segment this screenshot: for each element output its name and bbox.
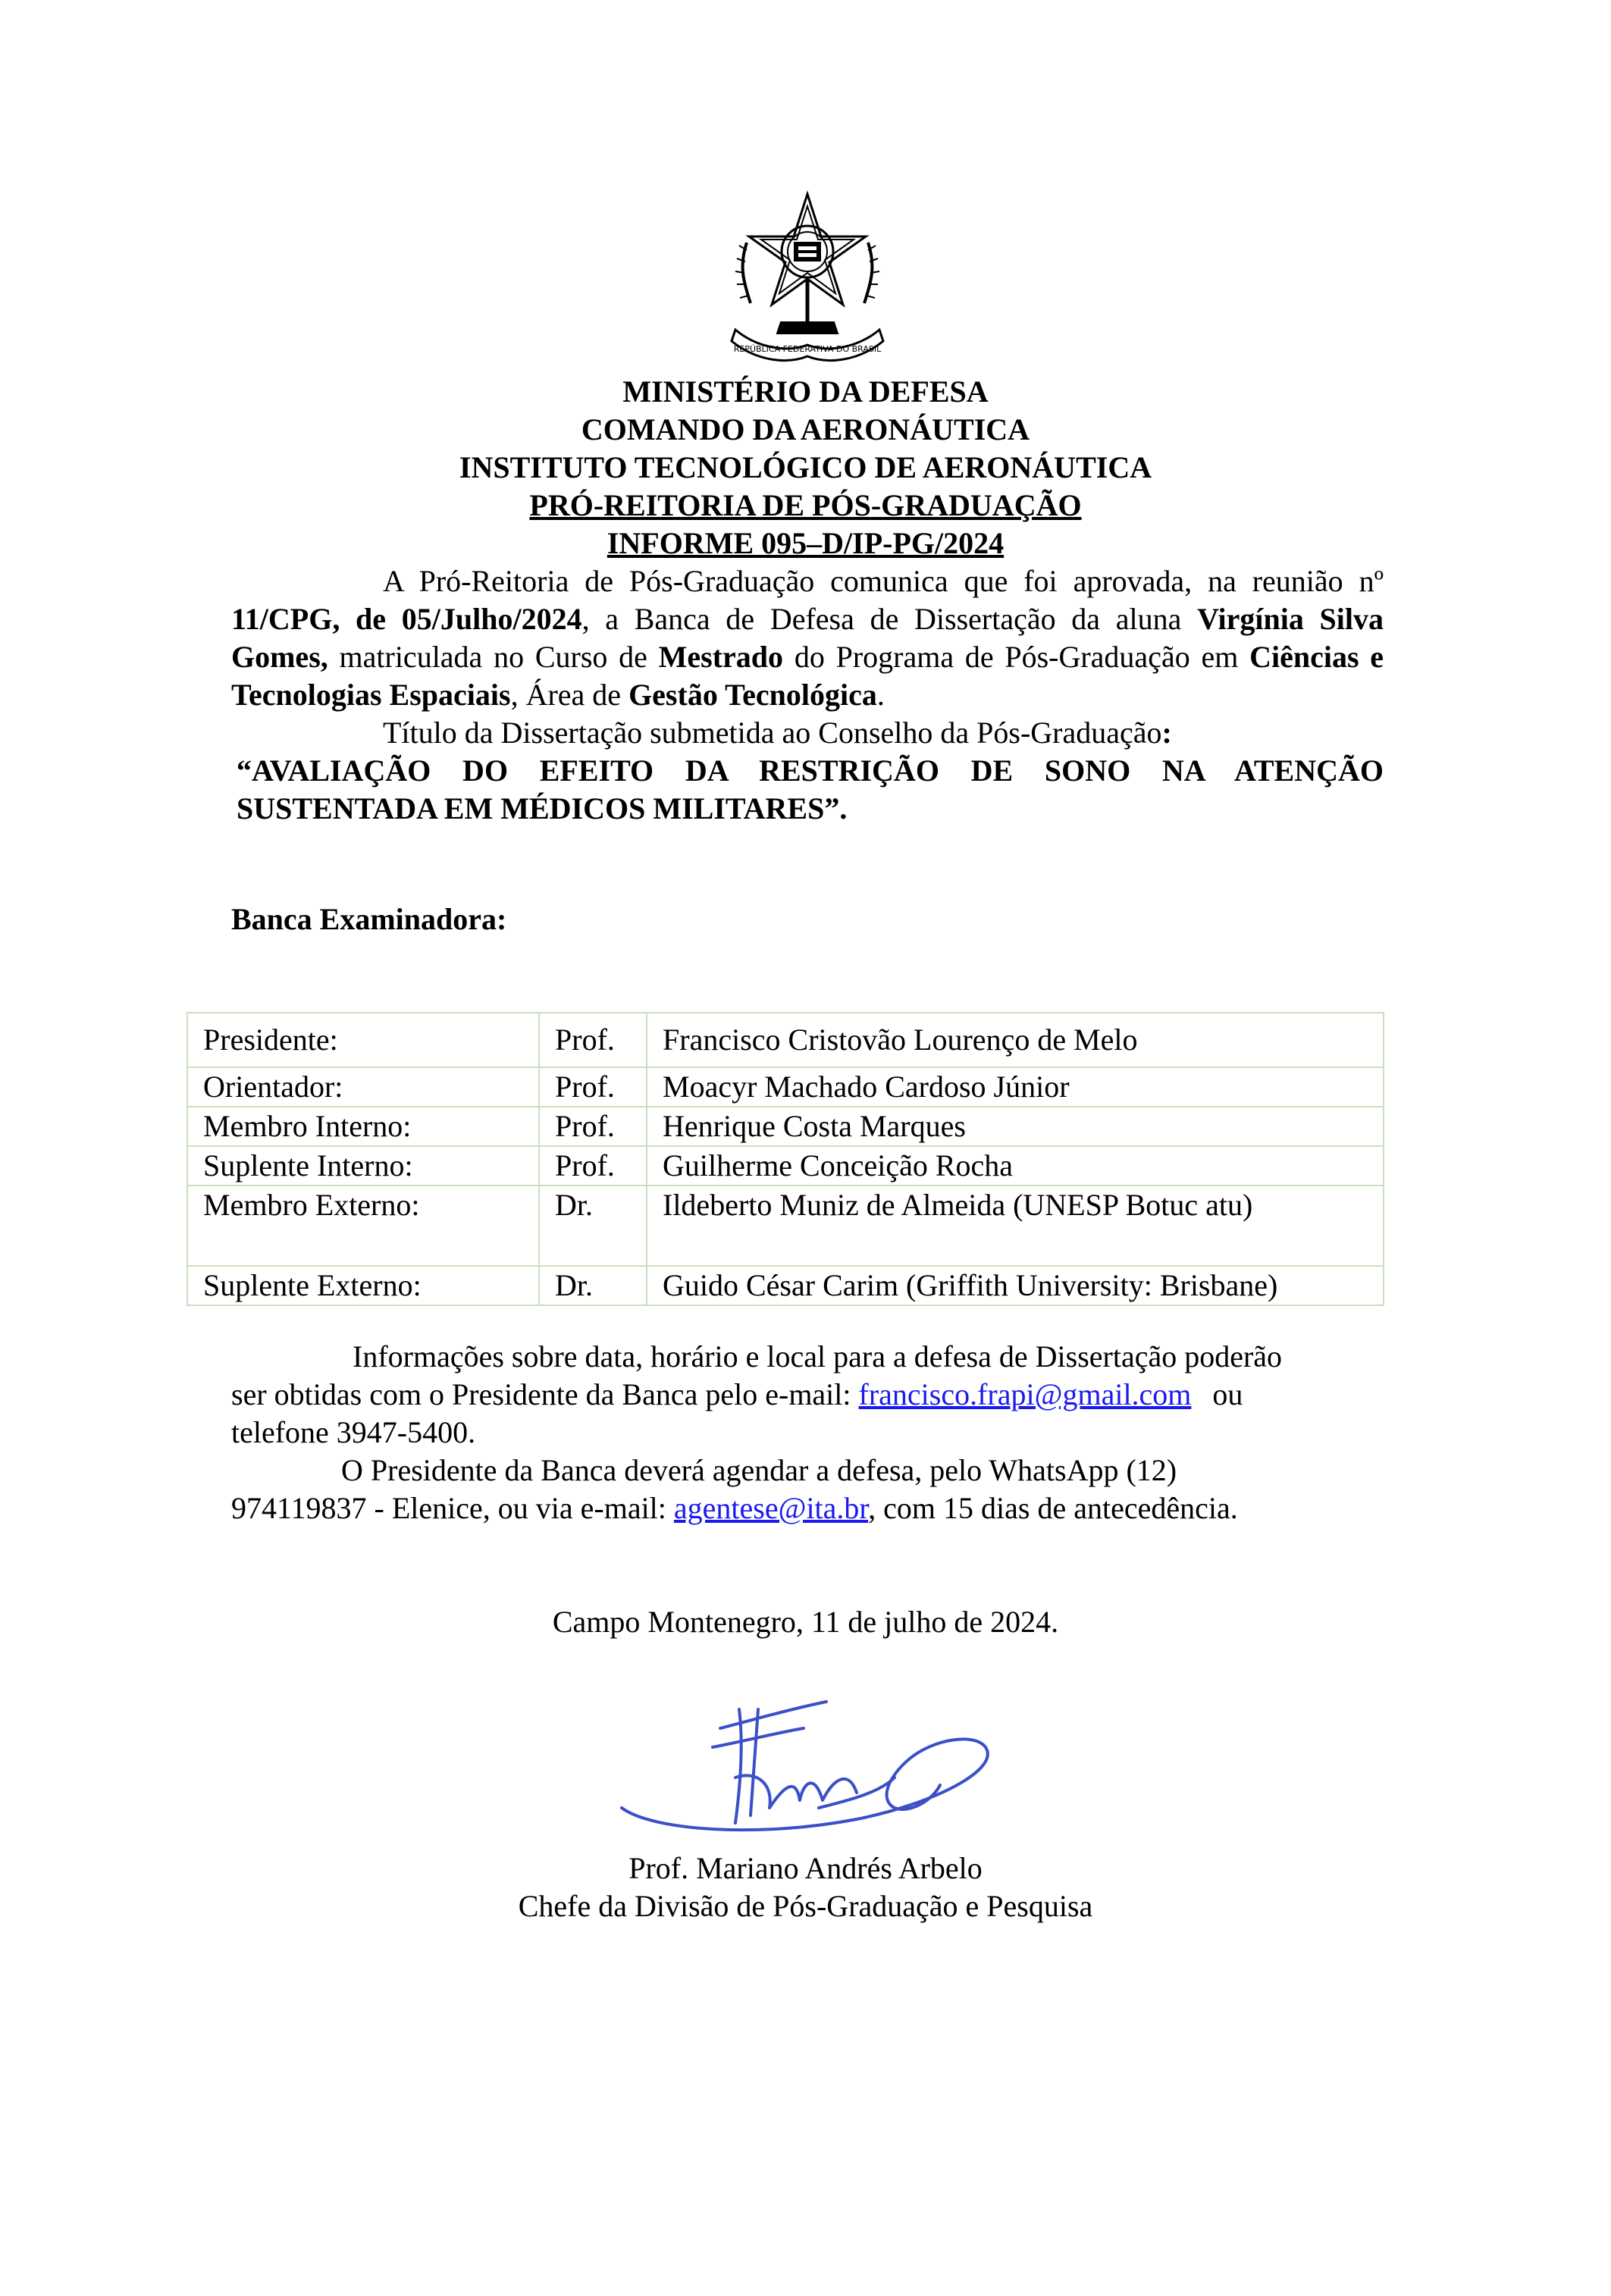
handwritten-signature <box>606 1687 1016 1861</box>
board-name-cell: Francisco Cristovão Lourenço de Melo <box>647 1013 1384 1067</box>
board-row <box>187 1146 1384 1186</box>
board-title-cell: Prof. <box>539 1013 647 1067</box>
signer-position: Chefe da Divisão de Pós-Graduação e Pesquisa <box>518 1889 1093 1923</box>
command-name: COMANDO DA AERONÁUTICA <box>581 412 1030 446</box>
info-line-1: Informações sobre data, horário e local para a defesa de Dissertação poderão <box>353 1339 1283 1374</box>
intro-text-6: . <box>876 678 885 712</box>
thesis-title-colon: : <box>1161 716 1172 750</box>
info-line-2 <box>231 1376 1243 1414</box>
intro-text-4: do Programa de Pós-Graduação em <box>783 640 1250 674</box>
board-title-cell: Prof. <box>539 1146 647 1186</box>
board-name-cell: Guilherme Conceição Rocha <box>647 1146 1384 1186</box>
board-role-cell: Membro Interno: <box>187 1107 539 1146</box>
board-row <box>187 1186 1384 1266</box>
agentese-email-link[interactable]: agentese@ita.br <box>673 1491 869 1525</box>
president-email-link[interactable]: francisco.frapi@gmail.com <box>858 1377 1192 1411</box>
board-title-cell: Prof. <box>539 1107 647 1146</box>
intro-text-5: , Área de <box>510 678 629 712</box>
area-name: Gestão Tecnológica <box>628 678 877 712</box>
info-line-5 <box>231 1489 1238 1527</box>
info-line-3: telefone 3947-5400. <box>231 1415 476 1449</box>
intro-text-3: matriculada no Curso de <box>328 640 659 674</box>
pro-rectory-name: PRÓ-REITORIA DE PÓS-GRADUAÇÃO <box>529 488 1082 522</box>
board-row <box>187 1266 1384 1305</box>
board-role-cell: Membro Externo: <box>187 1186 539 1266</box>
thesis-title-label <box>231 714 1384 752</box>
board-name-cell: Ildeberto Muniz de Almeida (UNESP Botuc atu) <box>647 1186 1384 1266</box>
info-line-5-text: 974119837 - Elenice, ou via e-mail: <box>231 1491 674 1525</box>
thesis-title: “AVALIAÇÃO DO EFEITO DA RESTRIÇÃO DE SONO NA ATENÇÃO SUSTENTADA EM MÉDICOS MILITARES”. <box>237 753 1384 825</box>
info-line-2-or: ou <box>1212 1377 1243 1411</box>
board-row <box>187 1067 1384 1107</box>
intro-text-1: A Pró-Reitoria de Pós-Graduação comunica que foi aprovada, na reunião nº <box>383 564 1384 598</box>
board-heading: Banca Examinadora: <box>231 902 507 936</box>
notice-number: INFORME 095–D/IP-PG/2024 <box>606 526 1005 560</box>
info-line-2-text: ser obtidas com o Presidente da Banca pelo e-mail: <box>231 1377 859 1411</box>
board-name-cell: Moacyr Machado Cardoso Júnior <box>647 1067 1384 1107</box>
board-name-cell: Henrique Costa Marques <box>647 1107 1384 1146</box>
board-role-cell: Orientador: <box>187 1067 539 1107</box>
student-name: Virgínia Silva Gomes, <box>231 602 1384 674</box>
board-title-cell: Dr. <box>539 1266 647 1305</box>
board-title-cell: Dr. <box>539 1186 647 1266</box>
document-header <box>227 373 1384 562</box>
signer-name: Prof. Mariano Andrés Arbelo <box>628 1851 983 1885</box>
program-name: Ciências e Tecnologias Espaciais <box>231 640 1384 712</box>
course-name: Mestrado <box>658 640 784 674</box>
board-name-cell: Guido César Carim (Griffith University: Brisbane) <box>647 1266 1384 1305</box>
thesis-title-label-text: Título da Dissertação submetida ao Conselho da Pós-Graduação <box>383 716 1162 750</box>
board-role-cell: Suplente Externo: <box>187 1266 539 1305</box>
place-and-date: Campo Montenegro, 11 de julho de 2024. <box>552 1605 1059 1639</box>
ministry-name: MINISTÉRIO DA DEFESA <box>622 374 989 409</box>
intro-text-2: , a Banca de Defesa de Dissertação da aluna <box>581 602 1198 636</box>
info-line-5-end: , com 15 dias de antecedência. <box>868 1491 1238 1525</box>
svg-text:REPÚBLICA FEDERATIVA DO BRASIL: REPÚBLICA FEDERATIVA DO BRASIL <box>733 344 882 354</box>
board-row <box>187 1107 1384 1146</box>
board-row <box>187 1013 1384 1067</box>
meeting-reference: 11/CPG, de 05/Julho/2024 <box>231 602 582 636</box>
board-role-cell: Suplente Interno: <box>187 1146 539 1186</box>
intro-paragraph <box>231 562 1384 714</box>
info-line-4: O Presidente da Banca deverá agendar a defesa, pelo WhatsApp (12) <box>341 1453 1177 1487</box>
examination-board-table <box>186 1012 1384 1306</box>
board-role-cell: Presidente: <box>187 1013 539 1067</box>
board-title-cell: Prof. <box>539 1067 647 1107</box>
coat-of-arms-emblem <box>720 190 895 371</box>
institute-name: INSTITUTO TECNOLÓGICO DE AERONÁUTICA <box>459 450 1152 484</box>
